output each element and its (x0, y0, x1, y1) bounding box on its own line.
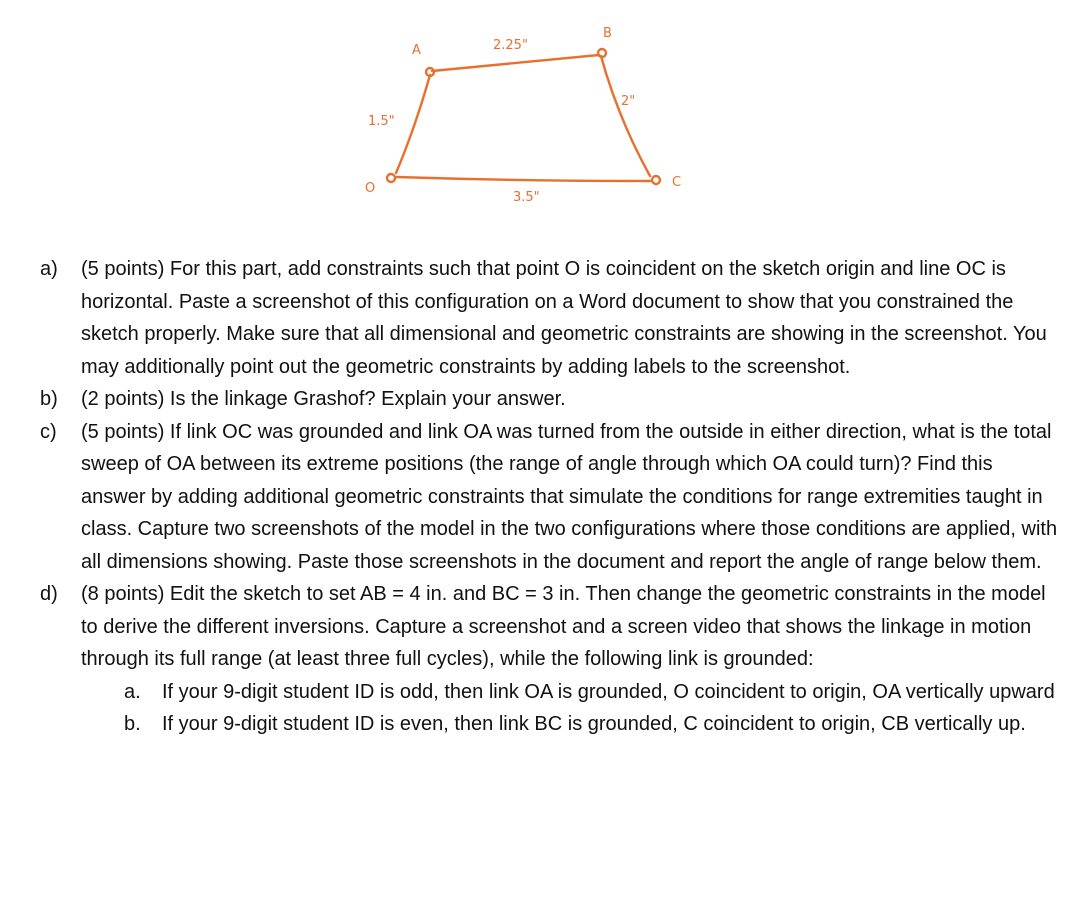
question-text: (5 points) If link OC was grounded and link OA was turned from the outside in either direction, what is the total sweep of OA between its extreme positions (the range of angle through which OA could turn)? Find this answer by adding additional geometric constraints that simulate the conditions for range extremities taught in class. Capture two screenshots of the model in the two configurations where those conditions are applied, with all dimensions showing. Paste those screenshots in the document and report the angle of range below them. (81, 420, 1058, 573)
question-marker: d) (40, 583, 58, 605)
label-c: C (672, 175, 682, 190)
link-bc (601, 56, 650, 176)
linkage-sketch (350, 18, 710, 218)
link-oa (396, 75, 430, 173)
question-b (32, 383, 1062, 416)
label-a: A (412, 43, 421, 58)
label-o: O (365, 181, 376, 196)
dimension-ab: 2.25" (493, 38, 528, 53)
question-text: (8 points) Edit the sketch to set AB = 4 in. and BC = 3 in. Then change the geometric constraints in the model to derive the different inversions. Capture a screenshot and a screen video that shows the linkage in motion through its full range (at least three full cycles), while the following link is grounded: (81, 583, 1046, 670)
subquestion-marker: a. (124, 680, 141, 703)
question-marker: b) (40, 388, 58, 410)
subquestion-text: If your 9-digit student ID is odd, then link OA is grounded, O coincident to origin, OA vertically upward (162, 680, 1055, 703)
dimension-bc: 2" (621, 94, 636, 109)
question-c (32, 416, 1062, 579)
subquestion-marker: b. (124, 713, 141, 735)
question-a (32, 253, 1062, 383)
joint-o (387, 174, 395, 182)
question-text: (5 points) For this part, add constraints such that point O is coincident on the sketch origin and line OC is horizontal. Paste a screenshot of this configuration on a Word document to show that you constrained the sketch properly. Make sure that all dimensional and geometric constraints are showing in the screenshot. You may additionally point out the geometric constraints by adding labels to the screenshot. (81, 258, 1047, 378)
subquestion-text: If your 9-digit student ID is even, then link BC is grounded, C coincident to origin, CB vertically up. (162, 713, 1026, 735)
dimension-oc: 3.5" (513, 190, 540, 205)
question-marker: a) (40, 258, 58, 280)
question-marker: c) (40, 420, 57, 443)
link-oc (396, 177, 650, 181)
link-ab (432, 55, 599, 71)
question-d (32, 578, 1062, 676)
joint-c (652, 176, 660, 184)
subquestion-even-id (32, 708, 1062, 741)
question-text: (2 points) Is the linkage Grashof? Explain your answer. (81, 388, 566, 410)
subquestion-odd-id (32, 676, 1062, 709)
question-list (32, 253, 1062, 741)
dimension-oa: 1.5" (368, 114, 395, 129)
label-b: B (603, 26, 612, 41)
